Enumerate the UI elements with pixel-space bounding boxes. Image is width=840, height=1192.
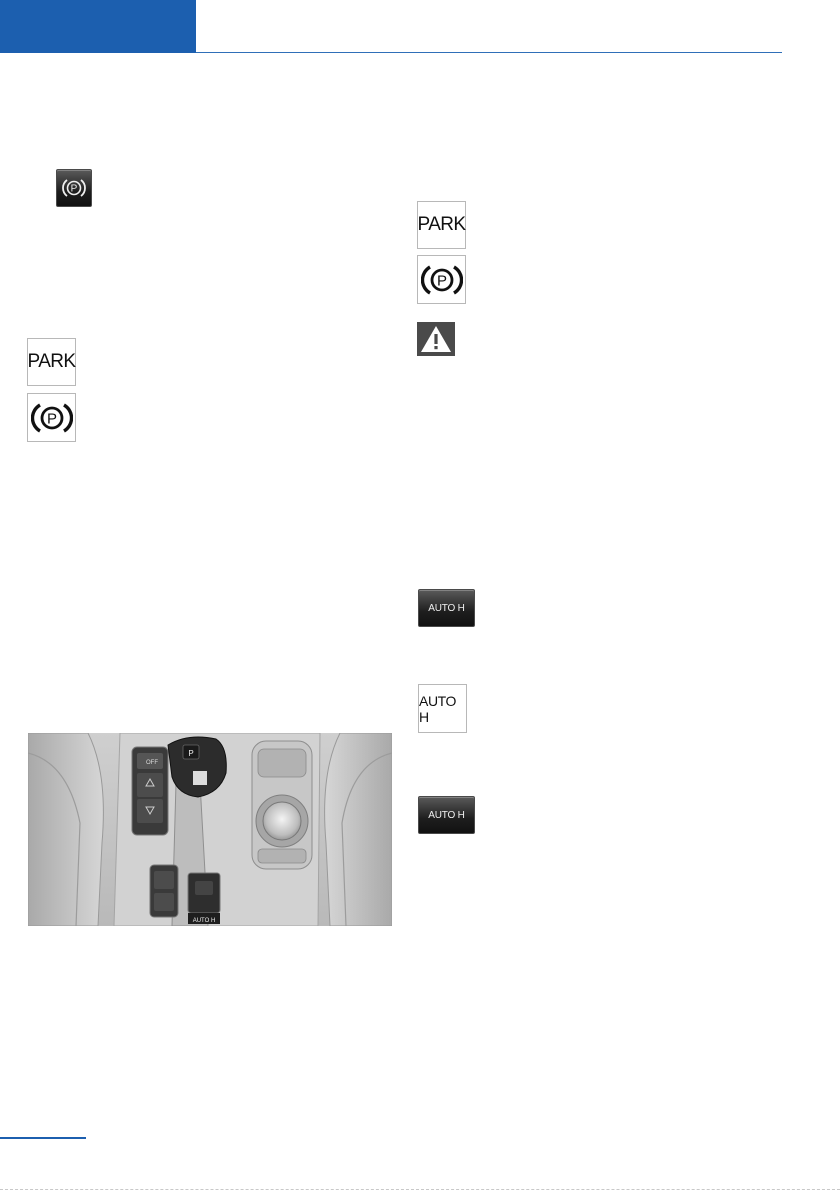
svg-text:P: P	[70, 183, 78, 195]
parking-brake-button-icon	[56, 169, 92, 207]
svg-text:P: P	[436, 272, 447, 290]
park-indicator-icon	[27, 338, 76, 386]
header-rule	[196, 52, 782, 53]
park-indicator-label: PARK	[27, 351, 76, 372]
auto-h-photo-label: AUTO H	[192, 918, 216, 924]
auto-h-button-label: AUTO H	[428, 602, 465, 614]
footer-rule	[0, 1137, 86, 1139]
warning-triangle-icon	[417, 322, 455, 356]
park-indicator-label: PARK	[417, 214, 466, 235]
page-edge-dash	[0, 1189, 840, 1190]
selector-p-label: P	[188, 749, 194, 758]
auto-h-indicator-label: AUTO H	[419, 692, 457, 725]
svg-text:P: P	[46, 410, 57, 428]
parking-brake-indicator-icon	[27, 393, 76, 442]
header-tab	[0, 0, 196, 53]
center-console-photo	[28, 733, 392, 926]
park-indicator-icon	[417, 201, 466, 249]
auto-h-button-icon	[418, 796, 475, 834]
off-label: OFF	[146, 760, 158, 766]
auto-h-indicator-icon	[418, 684, 467, 733]
parking-brake-indicator-icon	[417, 255, 466, 304]
auto-h-button-icon	[418, 589, 475, 627]
auto-h-button-label: AUTO H	[428, 809, 465, 821]
